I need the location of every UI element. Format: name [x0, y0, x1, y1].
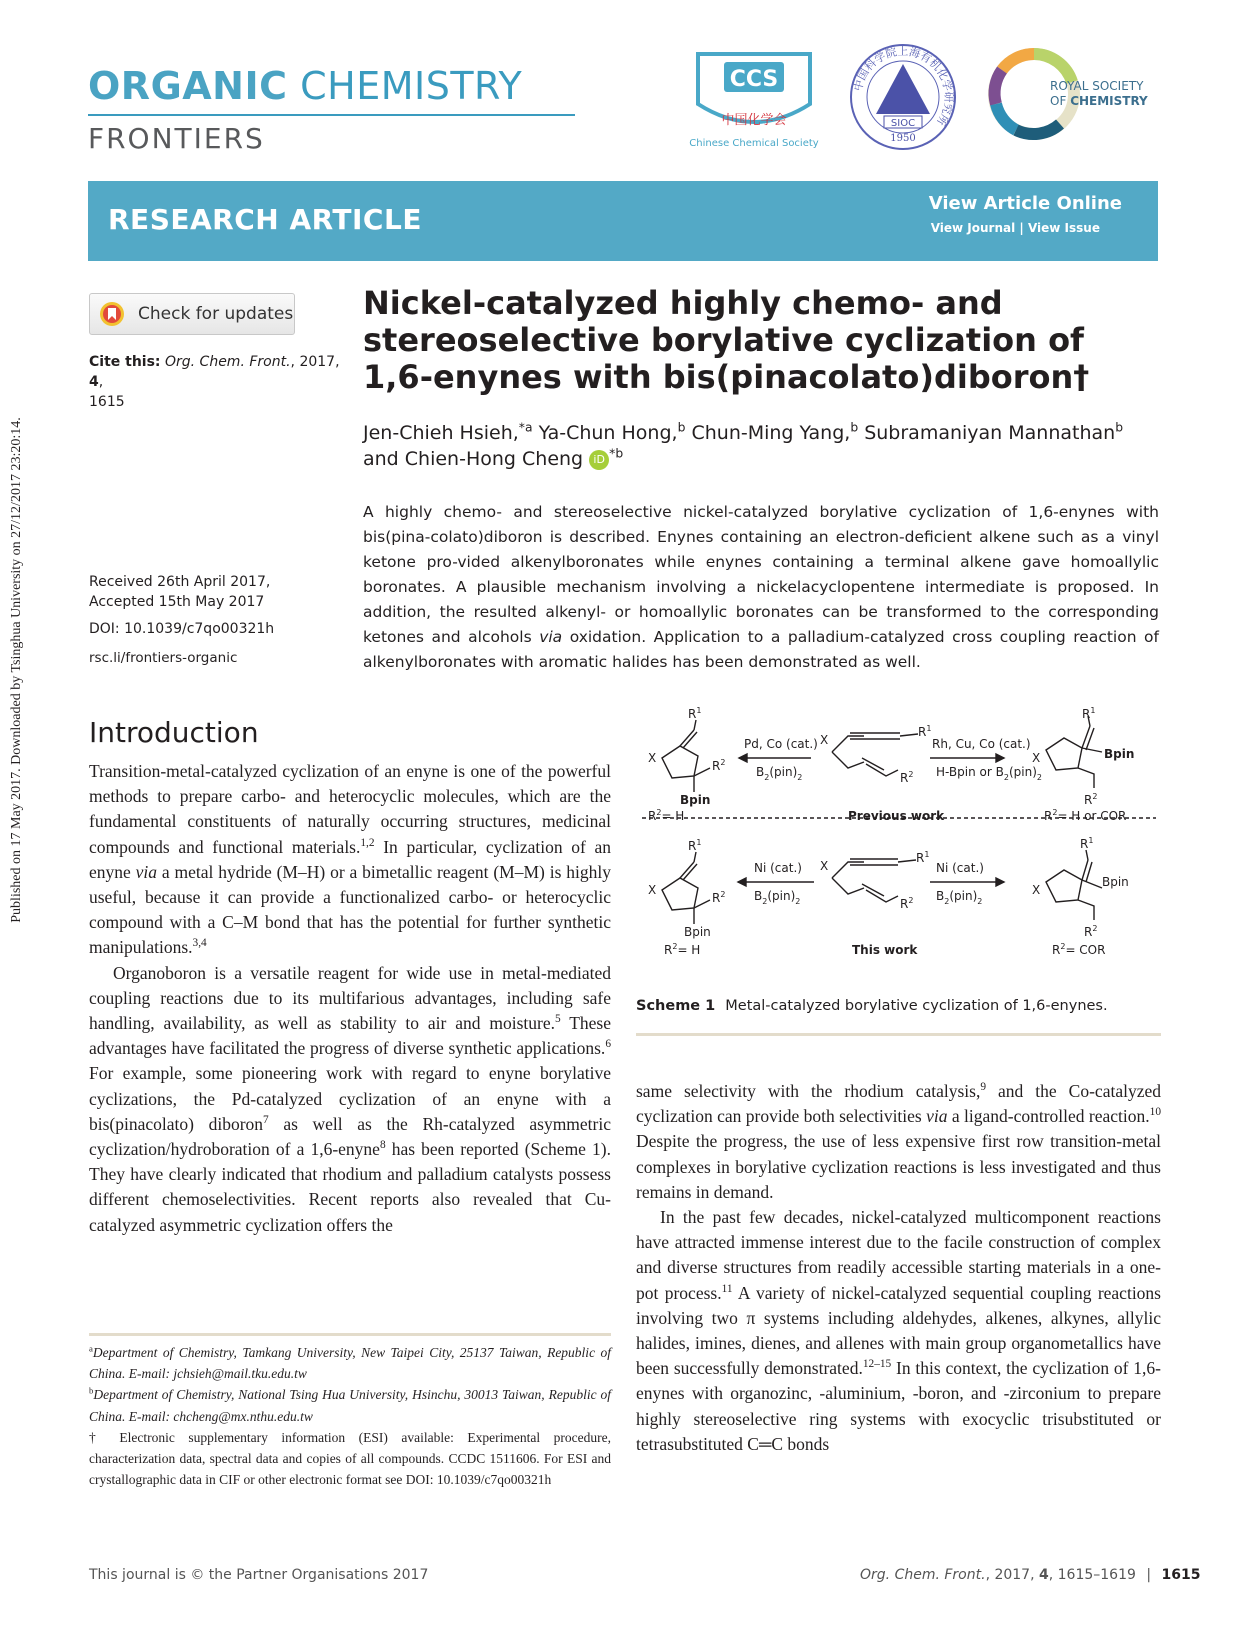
previous-work-label: Previous work — [848, 809, 945, 823]
bookmark-icon — [98, 300, 126, 328]
journal-title-light: CHEMISTRY — [300, 64, 523, 108]
rsc-line2-prefix: OF — [1050, 94, 1067, 108]
svg-text:R1: $R^1$ — [1082, 706, 1096, 721]
scheme-caption-text: Metal-catalyzed borylative cyclization of 1,6-enynes. — [725, 998, 1108, 1014]
footnote-a: $^a$Department of Chemistry, Tamkang University, New Taipei City, 25137 Taiwan, Republic of China. E-mail: jchsieh@mail.tku.edu.tw — [89, 1343, 611, 1382]
cite-volume: 4 — [89, 374, 99, 390]
footnotes — [89, 1342, 611, 1490]
rsc-line2-bold: CHEMISTRY — [1070, 94, 1148, 108]
ccs-name-en: Chinese Chemical Society — [689, 138, 819, 149]
svg-text:Bpin: Bpin — [1102, 875, 1129, 889]
svg-text:X: X — [820, 859, 829, 873]
page-number: 1615 — [1161, 1567, 1201, 1583]
this-work-label: This work — [852, 943, 918, 957]
svg-text:R2: $R^2$ — [900, 770, 914, 785]
footnote-esi: † Electronic supplementary information (ESI) available: Experimental procedure, characterization data, spectral data and copies of all compounds. CCDC 1511606. For ESI and crystallographic data in CIF or other electronic format see DOI: 10.1039/c7qo00321h — [89, 1429, 611, 1488]
sioc-year: 1950 — [890, 133, 916, 144]
svg-text:X: X — [648, 883, 657, 897]
journal-title-bold: ORGANIC — [88, 64, 288, 108]
ccs-name-cn: 中国化学会 — [721, 113, 787, 128]
svg-text:X: X — [1032, 751, 1041, 765]
footer-copyright: This journal is © the Partner Organisations 2017 — [89, 1567, 429, 1583]
cite-block — [89, 352, 349, 412]
ring-top-right — [1046, 738, 1082, 770]
svg-text:R1: $R^1$ — [688, 838, 702, 853]
author: Jen-Chieh Hsieh, — [363, 422, 519, 444]
paragraph: Organoboron is a versatile reagent for wide use in metal-mediated coupling reactions due to its multifarious advantages, including safe handling, availability, as well as stability to air and moisture.$^5$ These advantages have facilitated the progress of diverse synthetic applications.$^6$ For example, some pioneering work with regard to enyne borylative cyclizations, the Pd-catalyzed cyclization of an enyne with a bis(pinacolato) diboron$^7$ as well as the Rh-catalyzed asymmetric cyclization/hydroboration of a 1,6-enyne$^8$ has been reported (Scheme 1). They have clearly indicated that rhodium and palladium catalysts possess different chemoselectivities. Recent reports also revealed that Cu-catalyzed asymmetric cyclization offers the — [89, 962, 612, 1235]
cite-year: , 2017, — [290, 354, 340, 370]
author-last: and Chien-Hong Cheng — [363, 448, 584, 470]
journal-subtitle: FRONTIERS — [88, 122, 265, 155]
svg-text:X: X — [820, 733, 829, 747]
section-heading-introduction: Introduction — [89, 716, 259, 749]
journal-title-rule — [88, 114, 575, 116]
svg-text:OF CHEMISTRY — [1050, 94, 1148, 108]
article-type: RESEARCH ARTICLE — [108, 203, 422, 236]
left-column — [89, 759, 611, 1238]
svg-text:R1: $R^1$ — [1080, 836, 1094, 851]
ring-bottom-right — [1046, 870, 1082, 902]
view-link-separator: | — [1019, 221, 1024, 235]
view-journal-link[interactable]: View Journal — [930, 221, 1016, 235]
svg-text:R2: $R^2$ — [900, 896, 914, 911]
author-affiliation: b — [1115, 420, 1124, 435]
scheme-1 — [636, 706, 1161, 982]
svg-text:R2= H: $R^2= H$ — [664, 942, 701, 957]
ccs-mark: CCS — [729, 67, 779, 92]
footnote-rule — [89, 1333, 611, 1336]
scheme-caption-label: Scheme 1 — [636, 998, 716, 1014]
svg-text:Bpin: Bpin — [680, 793, 711, 807]
rsc-logo — [986, 42, 1166, 152]
download-note-text: Published on 17 May 2017. Downloaded by Tsinghua University on 27/12/2017 23:20:14. — [9, 417, 24, 923]
svg-text:R2: $R^2$ — [712, 890, 726, 905]
view-article-online-link[interactable]: View Article Online — [928, 193, 1122, 214]
author-affiliation: *b — [609, 446, 624, 461]
svg-text:R1: $R^1$ — [688, 706, 702, 721]
svg-text:R2: $R^2$ — [1084, 792, 1098, 807]
cite-journal: Org. Chem. Front. — [164, 354, 291, 370]
enyne-bottom — [832, 859, 916, 878]
rsc-line1: ROYAL SOCIETY — [1050, 79, 1144, 93]
svg-text:R2: $R^2$ — [1084, 924, 1098, 939]
ccs-logo — [686, 44, 822, 152]
paragraph: In the past few decades, nickel-catalyzed multicomponent reactions have attracted immense interest due to the facile construction of complex and diverse structures from readily accessible starting materials in a one-pot process.$^{11}$ A variety of nickel-catalyzed sequential coupling reactions involving two π systems including aldehydes, alkenes, alkynes, allylic halides, imines, dienes, and allenes with main group organometallics have been successfully demonstrated.$^{12-15}$ In this context, the cyclization of 1,6-enynes with organozinc, -aluminium, -boron, and -zirconium to prepare highly stereoselective ring systems with exocyclic trisubstituted or tetrasubstituted C═C bonds — [636, 1207, 1161, 1454]
author: Subramaniyan Mannathan — [864, 422, 1116, 444]
ring-top-left — [662, 746, 698, 778]
author-affiliation: b — [850, 420, 859, 435]
svg-text:Ni (cat.): Ni (cat.) — [936, 861, 984, 875]
author-affiliation: b — [677, 420, 686, 435]
right-column — [636, 1079, 1161, 1457]
sioc-logo — [848, 42, 958, 152]
view-issue-link[interactable]: View Issue — [1027, 221, 1100, 235]
orcid-icon[interactable]: iD — [589, 450, 609, 470]
article-banner — [88, 181, 1158, 261]
cite-label: Cite this: — [89, 354, 161, 370]
svg-text:R1: $R^1$ — [918, 724, 932, 739]
check-for-updates-button[interactable] — [89, 293, 295, 335]
footer-citation: Org. Chem. Front., 2017, 4, 1615–1619 | 1615 — [860, 1567, 1201, 1583]
cite-pages: , 1615 — [89, 374, 125, 410]
svg-text:Bpin: Bpin — [684, 925, 711, 939]
journal-title — [88, 64, 522, 108]
received-date: Received 26th April 2017, — [89, 574, 271, 590]
svg-text:B2(pin)2: $B_2(pin)_2$ — [756, 765, 803, 782]
svg-text:R2: $R^2$ — [712, 758, 726, 773]
author-affiliation: *a — [518, 420, 533, 435]
scheme-caption — [636, 998, 1108, 1014]
svg-text:R2= COR: $R^2=$ COR — [1052, 942, 1106, 957]
accepted-date: Accepted 15th May 2017 — [89, 594, 265, 610]
svg-text:Ni (cat.): Ni (cat.) — [754, 861, 802, 875]
svg-text:R1: $R^1$ — [916, 850, 930, 865]
svg-text:Pd, Co (cat.): Pd, Co (cat.) — [744, 737, 818, 751]
scheme-x: X — [648, 751, 657, 765]
scheme-rule — [636, 1033, 1161, 1036]
author: Ya-Chun Hong, — [538, 422, 678, 444]
ring-bottom-left — [662, 878, 698, 910]
author: Chun-Ming Yang, — [691, 422, 851, 444]
paragraph: same selectivity with the rhodium catalysis,$^9$ and the Co-catalyzed cyclization can provide both selectivities via a ligand-controlled reaction.$^{10}$ Despite the progress, the use of less expensive first row transition-metal complexes in borylative cyclization reactions is less investigated and thus remains in demand. — [636, 1081, 1161, 1202]
check-for-updates-label: Check for updates — [138, 304, 294, 324]
paragraph: Transition-metal-catalyzed cyclization of an enyne is one of the powerful methods to prepare carbo- and heterocyclic molecules, which are the fundamental constituents of naturally occurring structures, medicinal compounds and functional materials.$^{1,2}$ In particular, cyclization of an enyne via a metal hydride (M–H) or a bimetallic reagent (M–M) is highly useful, because it can provide a functionalized carbo- or heterocyclic compound with a C–M bond that has the potential for further synthetic manipulations.$^{3,4}$ — [89, 761, 611, 958]
view-links — [931, 221, 1100, 235]
abstract-text: A highly chemo- and stereoselective nickel-catalyzed borylative cyclization of 1,6-enynes with bis(pina-colato)diboron is described. Enynes containing an electron-deficient alkene such as a vinyl ketone pro-vided alkenylboronates while enynes containing a terminal alkene gave homoallylic boronates. A plausible mechanism involving a nickelacyclopentene intermediate is proposed. In addition, the resulted alkenyl- or homoallylic boronates can be transformed to the corresponding ketones and alcohols — [363, 503, 1159, 646]
abstract-italic: via — [539, 628, 563, 646]
svg-text:R2= H: $R^2= H$ — [648, 808, 685, 823]
abstract — [363, 500, 1159, 675]
svg-text:Rh, Cu, Co (cat.): Rh, Cu, Co (cat.) — [932, 737, 1031, 751]
svg-text:B2(pin)2: $B_2(pin)_2$ — [936, 889, 983, 906]
author-list — [363, 420, 1163, 472]
svg-text:R2= H or COR: $R^2= H$ or COR — [1044, 808, 1127, 823]
sioc-label: SIOC — [890, 118, 916, 129]
svg-text:X: X — [1032, 883, 1041, 897]
abstract-text: oxidation. Application to a palladium-catalyzed cross coupling reaction of alkenylboronates with aromatic halides has been demonstrated as well. — [363, 628, 1159, 671]
article-title: Nickel-catalyzed highly chemo- and stereoselective borylative cyclization of 1,6-enynes with bis(pinacolato)diboron† — [363, 284, 1090, 396]
doi[interactable]: DOI: 10.1039/c7qo00321h — [89, 621, 275, 637]
footnote-b: $^b$Department of Chemistry, National Tsing Hua University, Hsinchu, 30013 Taiwan, Republic of China. E-mail: chcheng@mx.nthu.edu.tw — [89, 1385, 611, 1424]
download-note — [6, 360, 28, 980]
svg-text:Bpin: Bpin — [1104, 747, 1135, 761]
svg-text:B2(pin)2: $B_2(pin)_2$ — [754, 889, 801, 906]
exocyclic-bond-top-left — [680, 730, 697, 748]
journal-site-link[interactable]: rsc.li/frontiers-organic — [89, 650, 238, 666]
svg-text:H-Bpin or B2(pin)2: H-Bpin or $B_2(pin)_2$ — [936, 765, 1042, 782]
enyne-top — [832, 733, 918, 752]
sioc-ring-text: 中国科学院上海有机化学研究所 — [851, 44, 956, 128]
